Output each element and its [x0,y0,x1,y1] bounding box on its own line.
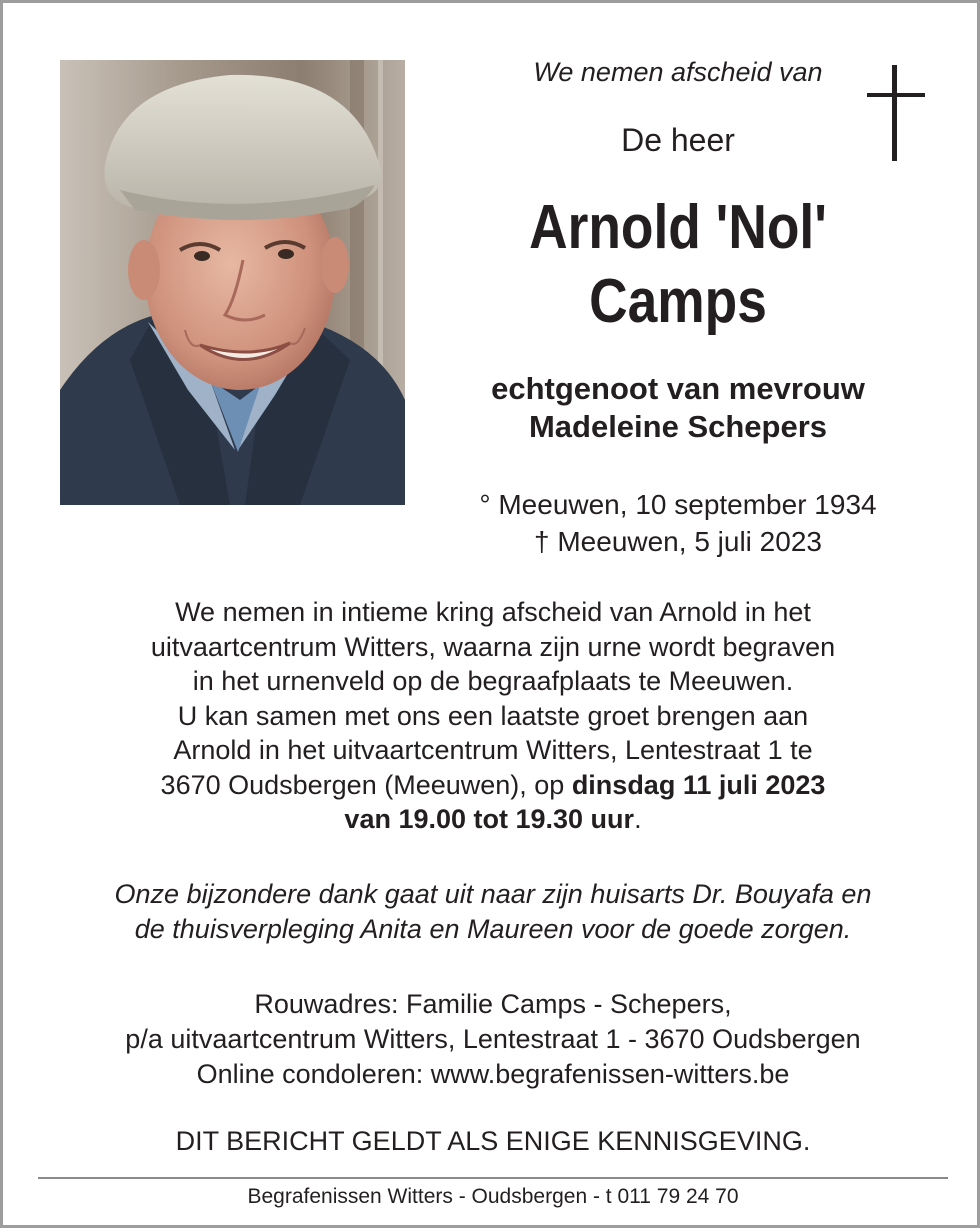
spouse-line-1: echtgenoot van mevrouw [491,371,865,406]
ceremony-line: uitvaartcentrum Witters, waarna zijn urne wordt begraven [150,631,836,662]
condolence-link: Online condoleren: www.begrafenissen-witters.be [196,1059,790,1089]
ceremony-line: Arnold in het uitvaartcentrum Witters, Lentestraat 1 te [173,735,813,765]
thanks-text [33,877,953,947]
birth-date: ° Meeuwen, 10 september 1934 [479,489,877,520]
funeral-home-footer: Begrafenissen Witters - Oudsbergen - t 011 79 24 70 [247,1185,739,1208]
address-line: p/a uitvaartcentrum Witters, Lentestraat 1 - 3670 Oudsbergen [125,1024,861,1054]
ceremony-period: . [634,804,642,834]
ceremony-line: in het urnenveld op de begraafplaats te Meeuwen. [192,666,794,696]
address-line: Rouwadres: Familie Camps - Schepers, [254,989,732,1019]
portrait-illustration [60,60,405,505]
portrait-photo [60,60,405,505]
ceremony-line [43,768,943,803]
spouse-info [433,370,923,446]
ceremony-line: We nemen in intieme kring afscheid van Arnold in het [175,597,811,627]
name-line-2: Camps [589,267,767,336]
thanks-line: Onze bijzondere dank gaat uit naar zijn huisarts Dr. Bouyafa en [114,879,872,909]
ceremony-time: van 19.00 tot 19.30 uur [344,804,635,834]
death-date: † Meeuwen, 5 juli 2023 [534,526,822,557]
name-line-1: Arnold 'Nol' [529,193,827,262]
spouse-line-2: Madeleine Schepers [528,409,828,444]
intro-text: We nemen afscheid van [533,57,823,87]
condolence-address [33,987,953,1092]
life-dates [433,486,923,560]
deceased-name [467,191,888,339]
honorific: De heer [621,122,735,158]
thanks-line: de thuisverpleging Anita en Maureen voor de goede zorgen. [134,914,852,944]
ceremony-text [43,595,943,837]
ceremony-line [43,802,943,837]
footer-divider [38,1177,948,1179]
ceremony-date: dinsdag 11 juli 2023 [571,769,826,800]
sole-notice: DIT BERICHT GELDT ALS ENIGE KENNISGEVING. [175,1126,811,1156]
ceremony-line: U kan samen met ons een laatste groet brengen aan [177,700,809,731]
ceremony-location: 3670 Oudsbergen (Meeuwen), op [160,769,572,800]
